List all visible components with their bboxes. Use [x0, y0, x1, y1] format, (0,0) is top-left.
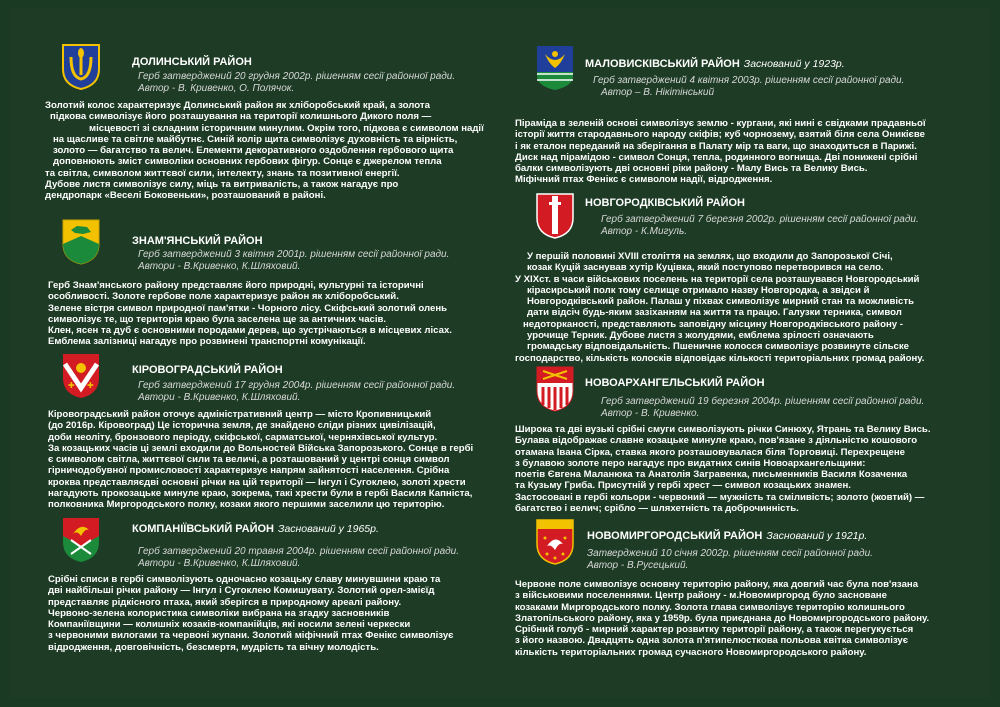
novoarkhanhelskyi-coat-of-arms [535, 365, 575, 413]
founded-note: Заснований у 1965р. [278, 523, 379, 535]
approval-note: Герб затверджений 3 квітня 2001р. рішенням сесії районної ради. [138, 249, 450, 260]
novomyrhorodskyi-coat-of-arms [535, 518, 575, 566]
founded-note: Заснований у 1921р. [766, 530, 868, 542]
approval-note: Герб затверджений 4 квітня 2003р. рішенням сесії районної ради. [593, 75, 905, 86]
authors-note: Автори - В.Кривенко, К.Шляховий. [138, 392, 301, 403]
approval-note: Герб затверджений 17 грудня 2004р. рішенням сесії районної ради. [138, 380, 456, 391]
znamianskyi-coat-of-arms [61, 218, 101, 266]
dolynskyi-coat-of-arms [61, 43, 101, 91]
authors-note: Автори - В.Кривенко, К.Шляховий. [138, 558, 301, 569]
approval-note: Герб затверджений 20 травня 2004р. рішенням сесії районної ради. [138, 546, 460, 557]
district-name: НОВГОРОДКІВСЬКИЙ РАЙОН [585, 197, 745, 209]
district-description: Червоне поле символізує основну територію району, яка довгий час була пов'язана з військовими поселеннями. Центр району - м.Новомиргород було засноване козаками Миргородського полку. Золота глава символізує територію колишнього Златопільського району, яка у 1959р. була приєднана до Новомиргородського району. Срібний голуб - мирний характер розвитку території району, а також перегукується з його назвою. Двадцять одна золота п'ятипелюсткова польова квітка символізує кількість територіальних громад сучасного Новомиргородського району. [515, 579, 930, 658]
founded-note: Заснований у 1923р. [743, 58, 845, 70]
approval-note: Герб затверджений 19 березня 2004р. рішенням сесії районної ради. [601, 396, 925, 407]
novhorodkivskyi-coat-of-arms [535, 192, 575, 240]
authors-note: Автор – В. Нікітінський [601, 87, 715, 98]
district-name: НОВОМИРГОРОДСЬКИЙ РАЙОН Заснований у 1921р. [587, 530, 868, 542]
district-name: МАЛОВИСКІВСЬКИЙ РАЙОН Заснований у 1923р. [585, 58, 845, 70]
kompaniivskyi-coat-of-arms [61, 516, 101, 564]
authors-note: Автор - К.Мигуль. [601, 226, 688, 237]
district-name: НОВОАРХАНГЕЛЬСЬКИЙ РАЙОН [585, 377, 765, 389]
svg-text:✚: ✚ [68, 381, 75, 390]
malovyskivskyi-coat-of-arms [535, 44, 575, 92]
district-name: ДОЛИНСЬКИЙ РАЙОН [132, 56, 252, 68]
svg-text:✚: ✚ [87, 381, 94, 390]
district-name: КІРОВОГРАДСЬКИЙ РАЙОН [132, 364, 283, 376]
approval-note: Герб затверджений 7 березня 2002р. рішенням сесії районної ради. [601, 214, 919, 225]
district-name: ЗНАМ'ЯНСЬКИЙ РАЙОН [132, 235, 263, 247]
district-description: Піраміда в зеленій основі символізує землю - кургани, які нині є свідками прадавньої історії життя стародавнього народу скіфів; куб чорнозему, взятий біля села Оникієве і як еталон переданий на зберігання в Палату мір та ваги, що знаходиться в Парижі. Диск над пірамідою - символ Сонця, тепла, родинного вогнища. Дві пониженi срібні балки символізують дві основні ріки району - Малу Вись та Велику Вись. Міфічний птах Фенікс є символом надії, відродження. [515, 118, 926, 186]
authors-note: Автор - В.Русецький. [587, 560, 689, 571]
district-description: Золотий колос характеризує Долинський район як хліборобський край, а золота підкова символізує його розташування на території колишнього Дикого поля — місцевості зі складним історичним минулим. Окрім того, підкова є символом надії на щасливе та світле майбутнє. Синій колір щита символізує духовність та вірність, золото — багатство та велич. Елементи декоративного оздоблення гербового щита доповнюють зміст символіки основних гербових фігур. Сонце є джерелом тепла та світла, символом життєвої сили, інтелекту, знань та позитивної енергії. Дубове листя символізує силу, міць та витривалість, а також нагадує про дендропарк «Веселі Боковеньки», розташований в районі. [45, 100, 484, 202]
kirovohradskyi-coat-of-arms [61, 352, 101, 400]
district-description: У першій половині XVIII століття на землях, що входили до Запорозької Січі, козак Куцій заснував хутір Куцівка, який поступово перетворився на село. У ХІХст. в часи військових поселень на території села розташувався Новгородський кірасирський полк тому селище отримало назву Новгородка, а звідси й Новгородківський район. Палаш у піхвах символізує мирний стан та можливість дати відсіч будь-яким зазіханням на життя та працю. Галузки терника, символ недоторканості, представляють заповідну місцину Новгородківського району - урочище Терник. Дубове листя з жолудями, емблема зрілості означають громадську відповідальність. Пшеничне колосся символізує розвинуте сільске господарство, кількість колосків відповідає кількості територіальних громад району. [515, 251, 925, 364]
district-description: Срібні списи в гербі символізують одночасно козацьку славу минувшини краю та дві найбільші річки району — Інгул і Сугоклею Комишувату. Золотий орел-змієїд представляє рідкісного птаха, який зберігся в природному ареалі району. Червоно-зелена колористика символіки вибрана на згадку засновників Компаніївщини — колишніх козаків-компанійців, які носили зелені черкески з червоними вилогами та червоні жупани. Золотий міфічний птах Фенікс символізує відродження, довговічність, безсмертя, мудрість та вічну молодість. [48, 574, 454, 653]
approval-note: Затверджений 10 січня 2002р. рішенням сесії районної ради. [587, 548, 873, 559]
authors-note: Автор - В. Кривенко. [601, 408, 700, 419]
approval-note: Герб затверджений 20 грудня 2002р. рішенням сесії районної ради. [138, 71, 456, 82]
authors-note: Автор - В. Кривенко, О. Полячок. [138, 83, 295, 94]
district-name: КОМПАНІЇВСЬКИЙ РАЙОН Заснований у 1965р. [132, 523, 379, 535]
district-description: Широка та дві вузькі срібні смуги символізують річки Синюху, Ятрань та Велику Вись. Булава відображає славне козацьке минуле краю, пов'язане з діяльністю кошового отамана Івана Сірка, ставка якого розташовувалася біля Торговиці. Перехрещене з булавою золоте перо нагадує про видатних синів Новоархангельщини: поетів Євгена Маланюка та Анатолія Загравенка, письменників Василя Козаченка та Кузьму Гриба. Присутній у гербі хрест — символ козацьких знамен. Застосовані в гербі кольори - червоний — мужність та сміливість; золото (жовтий) — багатство і велич; срібло — шляхетність та доброчинність. [515, 424, 931, 515]
authors-note: Автори - В.Кривенко, К.Шляховий. [138, 261, 301, 272]
district-description: Кіровоградський район оточує адміністративний центр — місто Кропивницький (до 2016р. Кіровоград) Це історична земля, де знайдено сліди різних цивілізацій, доби неоліту, бронзового періоду, скіфської, сарматської, черняхівської культур. За козацьких часів ці землі входили до Вольностей Війська Запорозького. Сонце в гербі є символом світла, життєвої сили та величі, а розташований у центрі сонця символ гірничодобувної промисловості характеризує напрям зайнятості населення. Срібна кроква представляєдві основні річки на цій території — Інгул і Сугоклею, золоті хрести нагадують прокозацьке минуле краю, зокрема, такі хрести були в гербі Василя Капніста, полковника Миргородського полку, козаки якого першими заселили цю територію. [48, 409, 474, 511]
district-description: Герб Знам'янського району представляє його природні, культурні та історичні особливості. Золоте гербове поле характеризує район як хліборобський. Зелене вістря символ природної пам'ятки - Чорного лісу. Скіфський золотий олень символізує те, що територія краю була заселена ще за античних часів. Клен, ясен та дуб є основними породами дерев, що зустрічаються в місцевих лісах. Емблема залізниці нагадує про розвинені транспортні комунікації. [48, 280, 452, 348]
